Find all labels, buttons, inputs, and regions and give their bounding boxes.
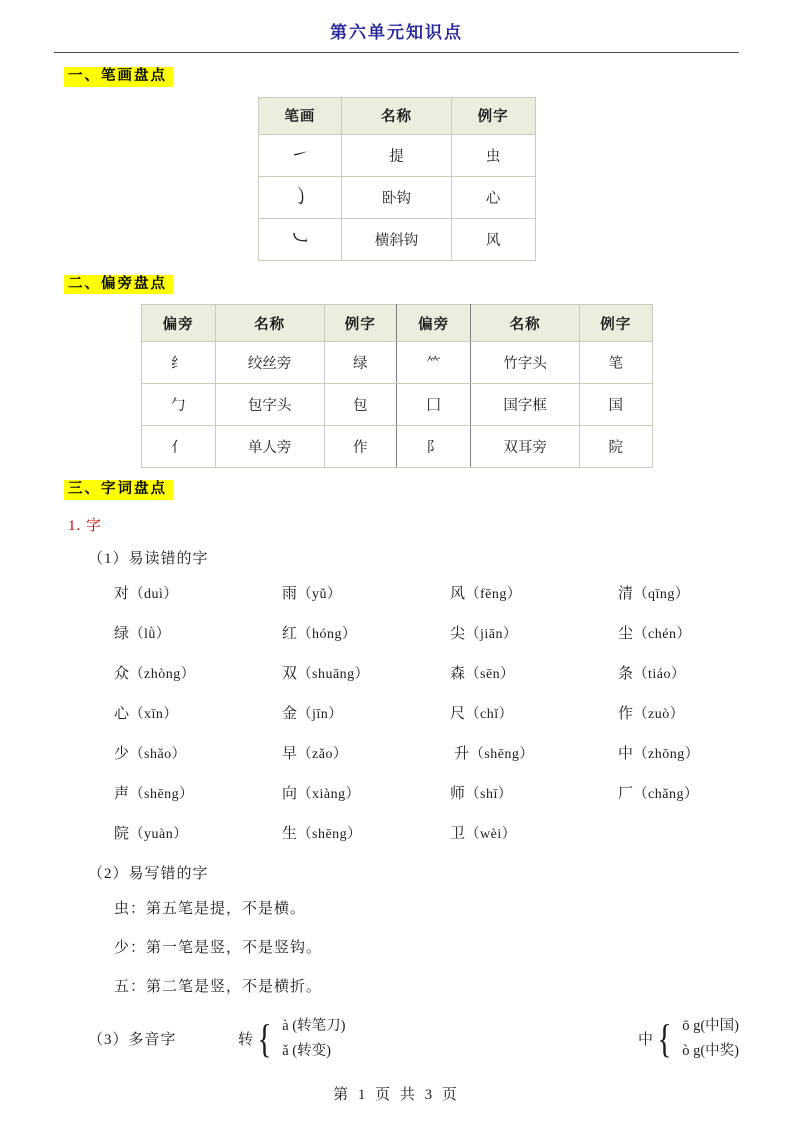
word-row [114,822,786,843]
word-entry: 双（shuāng） [282,665,370,682]
word-entry: 卫（wèi） [450,825,517,842]
section-heading-strokes: 一、笔画盘点 [64,67,173,87]
section-one-heading-row [54,67,739,97]
cell-example: 国 [579,384,652,426]
cell-radical-name: 竹字头 [471,342,580,384]
brace-icon: { [657,1015,672,1061]
word-entry: 师（shī） [450,785,513,802]
word-entry: 少（shǎo） [114,745,187,762]
polyphone-readings [282,1014,345,1065]
word-entry: 尘（chén） [618,625,691,642]
word-entry: 向（xiàng） [282,785,361,802]
page-title: 第六单元知识点 [330,23,463,42]
item-easy-miswritten: （2）易写错的字 [88,865,209,882]
table-row [141,342,652,384]
col-header-radical-1: 偏旁 [141,305,215,342]
word-entry: 红（hóng） [282,625,357,642]
cell-radical-name: 单人旁 [215,426,324,468]
polyphone-reading: ò g(中奖) [682,1042,739,1059]
cell-radical-name: 包字头 [215,384,324,426]
polyphone-char: 中 [637,1032,653,1049]
word-entry: 心（xīn） [114,705,178,722]
page-footer: 第 1 页 共 3 页 [333,1087,460,1103]
cell-example: 作 [324,426,396,468]
stroke-glyph: ㇃ [289,227,310,250]
section-three-heading-row [54,480,739,510]
word-row [114,742,786,763]
word-entry: 院（yuàn） [114,825,188,842]
cell-radical: 纟 [141,342,215,384]
cell-radical: ⺮ [396,342,470,384]
col-header-radical-2: 偏旁 [396,305,470,342]
table-header-row [258,97,535,134]
polyphone-group-zhong [638,1014,739,1065]
word-entry: 清（qīng） [618,585,690,602]
polyphone-group-zhuan [238,1014,345,1065]
title-divider [54,52,739,53]
cell-stroke [258,134,342,176]
cell-example: 虫 [451,134,535,176]
word-entry: 早（zǎo） [282,745,348,762]
col-header-stroke: 笔画 [258,97,342,134]
word-row [114,782,786,803]
easy-misread-grid [114,582,786,843]
stroke-table [258,97,536,261]
stroke-glyph: ㇀ [289,143,310,166]
cell-stroke [258,176,342,218]
cell-example: 心 [451,176,535,218]
polyphone-reading: ō g(中国) [682,1017,739,1034]
table-row [258,218,535,260]
polyphone-row [88,1014,739,1065]
subsection-characters: 1. 字 [68,517,103,534]
word-entry: 厂（chǎng） [618,785,699,802]
word-entry: 森（sēn） [450,665,515,682]
section-two-heading-row [54,275,739,305]
table-row [258,134,535,176]
stroke-glyph: ㇁ [289,185,310,208]
word-row [114,662,786,683]
cell-radical-name: 双耳旁 [471,426,580,468]
cell-example: 包 [324,384,396,426]
cell-name: 横斜钩 [342,218,452,260]
col-header-name-2: 名称 [471,305,580,342]
word-entry [618,822,786,843]
miswritten-line: 五：第二笔是竖，不是横折。 [114,978,323,995]
polyphone-reading: à (转笔刀) [282,1017,346,1034]
word-row [114,582,786,603]
word-entry: 条（tiáo） [618,665,686,682]
word-entry: 生（shēng） [282,825,362,842]
cell-radical: 亻 [141,426,215,468]
col-header-example-2: 例字 [579,305,652,342]
cell-stroke [258,218,342,260]
word-entry: 风（fēng） [450,585,522,602]
col-header-name: 名称 [342,97,452,134]
word-entry: 雨（yǔ） [282,585,342,602]
cell-radical-name: 国字框 [471,384,580,426]
col-header-name-1: 名称 [215,305,324,342]
miswritten-line: 虫：第五笔是提，不是横。 [114,900,307,917]
table-row [258,176,535,218]
word-entry: 众（zhòng） [114,665,196,682]
cell-example: 笔 [579,342,652,384]
cell-name: 卧钩 [342,176,452,218]
word-row [114,702,786,723]
table-header-row [141,305,652,342]
word-entry: 作（zuò） [618,705,685,722]
radical-table-wrapper [54,304,739,480]
word-entry: 对（duì） [114,585,178,602]
section-heading-radicals: 二、偏旁盘点 [64,275,173,295]
table-row [141,384,652,426]
word-entry: 金（jīn） [282,705,343,722]
word-entry: 中（zhōng） [618,745,700,762]
radical-table [141,304,653,468]
cell-example: 绿 [324,342,396,384]
miswritten-line: 少：第一笔是竖，不是竖钩。 [114,939,323,956]
word-entry: 升（shēng） [454,745,534,762]
polyphone-readings [682,1014,739,1065]
cell-example: 风 [451,218,535,260]
polyphone-char: 转 [238,1032,254,1049]
cell-name: 提 [342,134,452,176]
item-polyphones: （3）多音字 [88,1032,177,1049]
section-heading-vocabulary: 三、字词盘点 [64,480,173,500]
polyphone-reading: ǎ (转变) [282,1042,331,1059]
word-row [114,622,786,643]
cell-radical-name: 绞丝旁 [215,342,324,384]
item-easy-misread: （1）易读错的字 [88,550,209,567]
stroke-table-wrapper [54,97,739,275]
cell-radical: 阝 [396,426,470,468]
cell-radical: 囗 [396,384,470,426]
word-entry: 绿（lǜ） [114,625,171,642]
brace-icon: { [257,1015,272,1061]
word-entry: 声（shēng） [114,785,194,802]
col-header-example-1: 例字 [324,305,396,342]
table-row [141,426,652,468]
word-entry: 尺（chǐ） [450,705,514,722]
cell-radical: 勹 [141,384,215,426]
word-entry: 尖（jiān） [450,625,518,642]
cell-example: 院 [579,426,652,468]
col-header-example: 例字 [451,97,535,134]
